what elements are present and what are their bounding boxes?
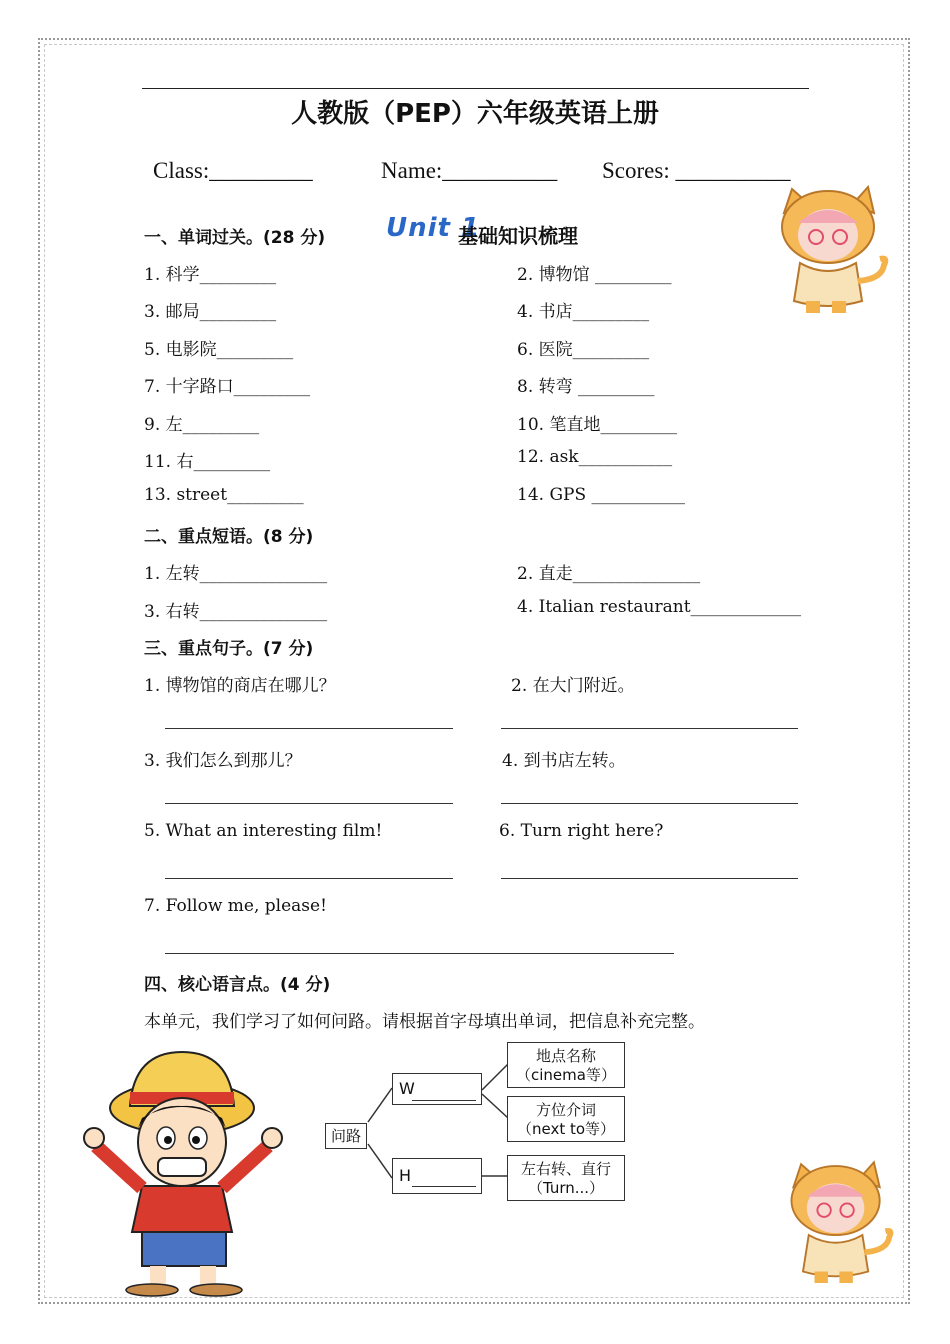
unit-badge: Unit 1 (386, 213, 481, 243)
vocab-item: 11. 右_________ (144, 452, 270, 472)
vocab-item: 8. 转弯 _________ (517, 377, 655, 397)
mindmap-box-place (507, 1042, 625, 1088)
answer-line (501, 878, 798, 879)
sentence-item: 6. Turn right here? (499, 821, 664, 841)
vocab-item: 7. 十字路口_________ (144, 377, 311, 397)
phrase-item: 2. 直走_______________ (517, 564, 701, 584)
answer-line (165, 803, 453, 804)
vocab-item: 2. 博物馆 _________ (517, 265, 672, 285)
answer-line (165, 728, 453, 729)
h-answer-line (412, 1186, 476, 1187)
page-title: 人教版（PEP）六年级英语上册 (291, 99, 659, 129)
w-letter: W (399, 1079, 415, 1098)
mindmap-box-turn (507, 1155, 625, 1201)
section3-heading: 三、重点句子。(7 分) (144, 639, 314, 659)
scores-field: Scores: __________ (602, 158, 791, 183)
vocab-item: 3. 邮局_________ (144, 302, 277, 322)
cartoon-boy-icon (82, 1046, 287, 1298)
cat-mascot-icon (770, 183, 890, 323)
sentence-item: 4. 到书店左转。 (502, 751, 626, 771)
vocab-item: 4. 书店_________ (517, 302, 650, 322)
sentence-item: 7. Follow me, please! (144, 896, 327, 916)
box-turn-line2: （Turn...） (527, 1179, 605, 1197)
section4-instruction: 本单元，我们学习了如何问路。请根据首字母填出单词，把信息补充完整。 (144, 1012, 705, 1032)
box-prep-line1: 方位介词 (535, 1101, 596, 1119)
answer-line (165, 953, 674, 954)
vocab-item: 6. 医院_________ (517, 340, 650, 360)
section2-heading: 二、重点短语。(8 分) (144, 527, 314, 547)
vocab-item: 5. 电影院_________ (144, 340, 294, 360)
box-prep-line2: （next to等） (516, 1120, 616, 1138)
h-letter: H (399, 1166, 412, 1185)
cat-mascot-bottom-icon (780, 1158, 895, 1293)
name-field: Name:__________ (381, 158, 558, 183)
mindmap-root: 问路 (325, 1123, 367, 1149)
answer-line (501, 803, 798, 804)
answer-line (501, 728, 798, 729)
sentence-item: 5. What an interesting film! (144, 821, 383, 841)
sentence-item: 1. 博物馆的商店在哪儿？ (144, 676, 336, 696)
vocab-item: 1. 科学_________ (144, 265, 277, 285)
w-answer-line (412, 1100, 476, 1101)
title-rule (142, 88, 809, 89)
vocab-item: 9. 左_________ (144, 415, 260, 435)
box-turn-line1: 左右转、直行 (520, 1160, 611, 1178)
sentence-item: 3. 我们怎么到那儿？ (144, 751, 302, 771)
sentence-item: 2. 在大门附近。 (511, 676, 635, 696)
vocab-item: 12. ask___________ (517, 447, 673, 467)
class-field: Class:_________ (153, 158, 313, 183)
vocab-item: 10. 笔直地_________ (517, 415, 677, 435)
box-place-line1: 地点名称 (535, 1047, 596, 1065)
mindmap-box-preposition (507, 1096, 625, 1142)
vocab-item: 13. street_________ (144, 485, 304, 505)
section1-heading: 一、单词过关。(28 分) (144, 228, 326, 248)
phrase-item: 4. Italian restaurant_____________ (517, 597, 802, 617)
answer-line (165, 878, 453, 879)
phrase-item: 1. 左转_______________ (144, 564, 328, 584)
phrase-item: 3. 右转_______________ (144, 602, 328, 622)
box-place-line2: （cinema等） (516, 1066, 616, 1084)
mindmap-h-box (392, 1158, 482, 1194)
section4-heading: 四、核心语言点。(4 分) (144, 975, 331, 995)
unit-subtitle: 基础知识梳理 (458, 224, 578, 248)
vocab-item: 14. GPS ___________ (517, 485, 686, 505)
